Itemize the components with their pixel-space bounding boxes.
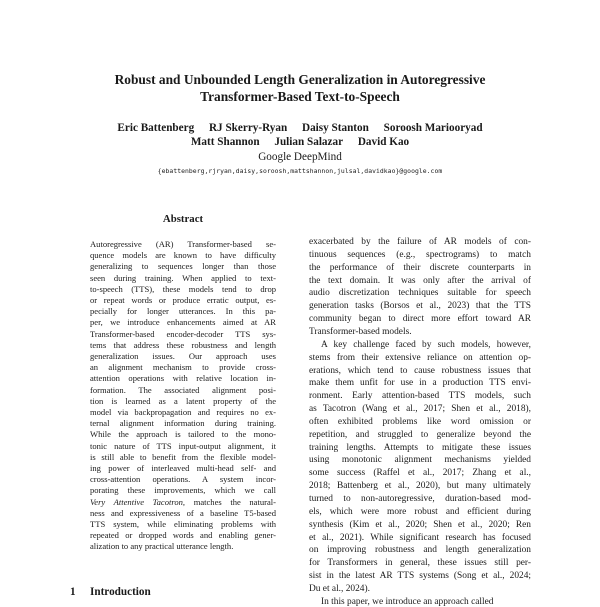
body-text-line: turned to non-autoregressive, duration-based mod- bbox=[309, 494, 531, 504]
abstract-line: model via backpropagation and requires no ex- bbox=[90, 407, 276, 417]
abstract-line: quence models are known to have difficulty bbox=[90, 250, 276, 261]
author-name: Daisy Stanton bbox=[302, 122, 369, 134]
body-text-line: for Transformers in general, these issues still per- bbox=[309, 558, 531, 569]
author-name: Matt Shannon bbox=[190, 136, 260, 148]
section-heading-introduction bbox=[70, 586, 151, 599]
body-text-line: Transformer-based models. bbox=[309, 326, 412, 337]
author-emails: {ebattenberg,rjryan,daisy,soroosh,mattshannon,julsal,davidkao}@google.com bbox=[157, 167, 443, 175]
abstract-line: tonic nature of TTS input-output alignment, it bbox=[90, 440, 276, 451]
abstract-line: tems that address these robustness and length bbox=[90, 339, 276, 350]
body-text-line: often exhibited problems like word omission or bbox=[309, 416, 531, 427]
author-affiliation: Google DeepMind bbox=[258, 151, 342, 163]
abstract-line: pecially for longer utterances. In this pa- bbox=[90, 306, 276, 317]
body-text-line: as Tacotron (Wang et al., 2017; Shen et al., 2018), bbox=[309, 404, 531, 415]
section-title: Introduction bbox=[90, 586, 151, 598]
body-text-line: stems from their extensive reliance on attention op- bbox=[309, 352, 531, 363]
paper-title-line-1: Robust and Unbounded Length Generalization in Autoregressive bbox=[114, 72, 486, 87]
body-text-line: some success (Raffel et al., 2017; Zhang et al., bbox=[309, 468, 531, 479]
author-name: RJ Skerry-Ryan bbox=[208, 122, 288, 134]
body-text-line: ronment. Early attention-based TTS models, such bbox=[309, 391, 531, 402]
abstract-line: Autoregressive (AR) Transformer-based se- bbox=[90, 239, 276, 249]
abstract-line: ternal alignment information during training. bbox=[90, 418, 276, 429]
paper-title-line-2: Transformer-Based Text-to-Speech bbox=[200, 89, 400, 104]
body-text-line: exacerbated by the failure of AR models of con- bbox=[309, 237, 531, 247]
body-text-line: et al., 2021). While significant research has focused bbox=[309, 532, 531, 543]
author-name: David Kao bbox=[357, 136, 410, 148]
body-text-line: community began to direct more effort toward AR bbox=[309, 314, 531, 325]
author-list-line-1 bbox=[40, 121, 560, 135]
abstract-heading: Abstract bbox=[162, 213, 204, 225]
abstract-line: to-speech (TTS), these models tend to drop bbox=[90, 283, 276, 294]
abstract-line: seen during training. When applied to text- bbox=[90, 272, 276, 283]
author-list-line-2 bbox=[40, 135, 560, 149]
body-text-line: using monotonic alignment mechanisms yielded bbox=[309, 455, 531, 466]
body-text-line: on improving robustness and length generalization bbox=[309, 545, 531, 556]
body-text-line: A key challenge faced by such models, however, bbox=[321, 339, 531, 350]
body-text-line: generation tasks (Borsos et al., 2023) that the TTS bbox=[309, 301, 531, 312]
body-text-line: In this paper, we introduce an approach called bbox=[321, 596, 494, 607]
body-text-line: training lengths. Attempts to mitigate these issues bbox=[309, 442, 531, 453]
abstract-line: formation. The associated alignment posi- bbox=[90, 384, 276, 395]
author-name: Soroosh Mariooryad bbox=[383, 122, 483, 134]
body-text-line: tinuous sequences (e.g., spectrograms) to match bbox=[309, 249, 531, 260]
author-name: Eric Battenberg bbox=[117, 122, 195, 134]
abstract-line: TTS system, while eliminating problems with bbox=[90, 519, 276, 529]
abstract-line: Transformer-based encoder-decoder TTS sys- bbox=[90, 328, 276, 339]
section-number: 1 bbox=[70, 586, 76, 598]
body-text-line: erations, which tend to cause robustness issues that bbox=[309, 365, 531, 376]
abstract-line: porating these improvements, which we call bbox=[90, 485, 276, 496]
abstract-line: Very Attentive Tacotron, matches the natural- bbox=[90, 496, 276, 507]
abstract-line: tion is learned as a latent property of the bbox=[90, 395, 276, 406]
abstract-line: an alignment mechanism to provide cross- bbox=[90, 362, 276, 373]
body-text-line: Du et al., 2024). bbox=[309, 583, 370, 594]
body-text-line: 2018; Battenberg et al., 2020), but many ultimately bbox=[309, 481, 531, 492]
abstract-line: attention operations with relative location in- bbox=[90, 373, 276, 384]
body-text-line: the text domain. It was only after the arrival of bbox=[309, 275, 531, 286]
abstract-line: or repeat words or produce erratic output, es- bbox=[90, 295, 276, 305]
abstract-line: cross-attention operations. A system incor- bbox=[90, 474, 276, 485]
body-text-line: audio discretization techniques suitable for speech bbox=[309, 288, 531, 299]
abstract-line: ing power of interleaved multi-head self- and bbox=[90, 463, 276, 473]
body-text-line: els, which were more robust and efficient during bbox=[309, 506, 531, 517]
body-text-line: the performance of their discrete counterparts in bbox=[309, 262, 531, 273]
abstract-line: generalizing to sequences longer than those bbox=[90, 261, 276, 272]
body-text-line: repetition, and struggled to generalize beyond the bbox=[309, 429, 531, 440]
abstract-line: repeated or dropped words and enabling gener- bbox=[90, 530, 276, 541]
author-name: Julian Salazar bbox=[274, 136, 344, 148]
abstract-line: While the approach is tailored to the mono- bbox=[90, 429, 276, 440]
body-text-line: make them unfit for use in a production TTS envi- bbox=[309, 378, 531, 389]
abstract-line: per, we introduce enhancements aimed at AR bbox=[90, 317, 276, 328]
abstract-line: generalization issues. Our approach uses bbox=[90, 351, 276, 361]
abstract-line: ness and expressiveness of a baseline T5-based bbox=[90, 507, 276, 518]
abstract-line: alization to any practical utterance length. bbox=[90, 541, 234, 552]
abstract-line: is still able to benefit from the flexible model- bbox=[90, 451, 276, 462]
body-text-line: synthesis (Kim et al., 2020; Shen et al., 2020; Ren bbox=[309, 519, 531, 530]
body-text-line: sist in the latest AR TTS systems (Song et al., 2024; bbox=[309, 571, 531, 582]
